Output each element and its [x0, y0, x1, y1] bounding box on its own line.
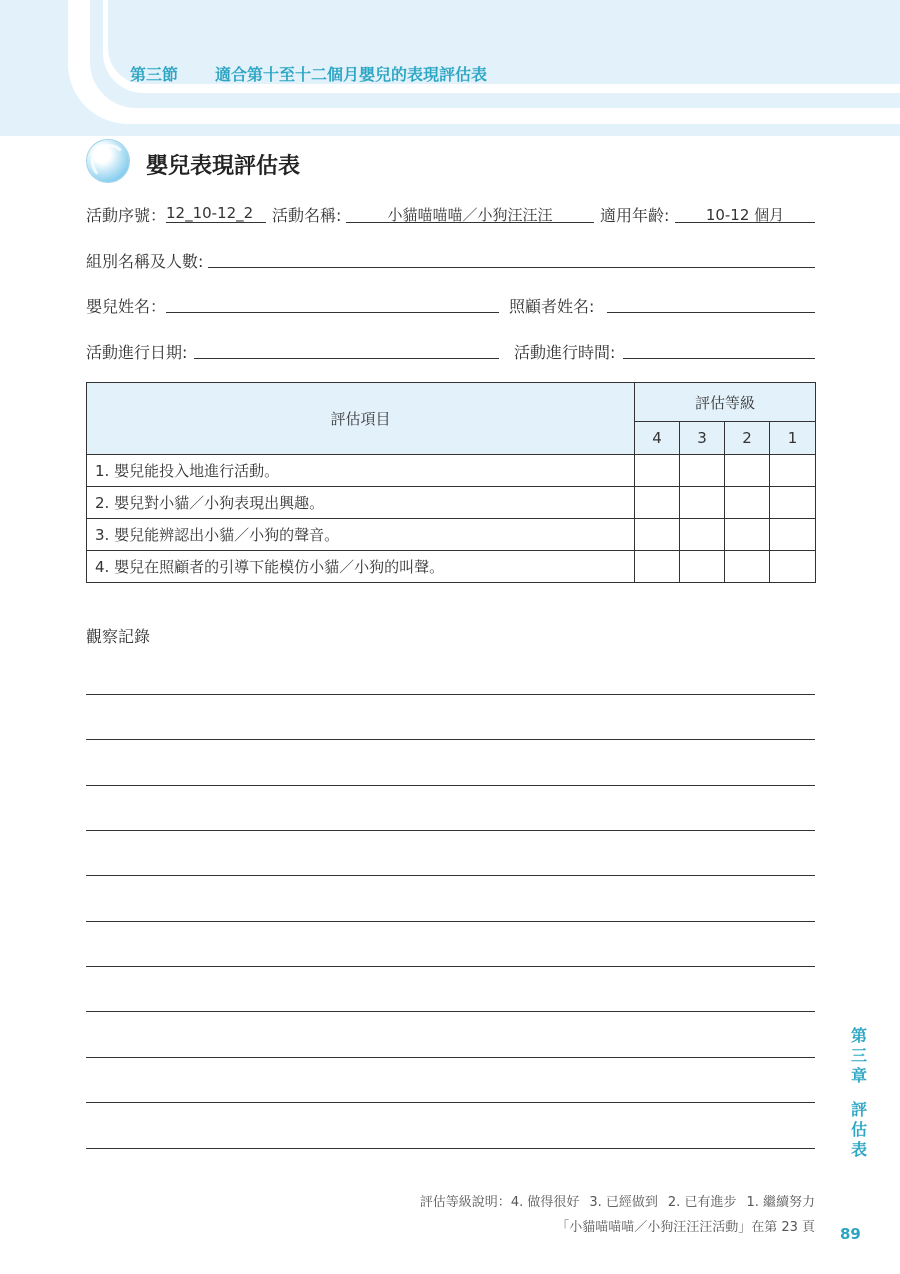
age-label: 適用年齡: — [600, 206, 670, 225]
grade-cell[interactable] — [725, 551, 770, 583]
observation-line[interactable] — [86, 1148, 815, 1149]
form-title: 嬰兒表現評估表 — [146, 154, 301, 179]
group-label: 組別名稱及人數: — [86, 252, 204, 271]
grade-4-header: 4 — [635, 422, 680, 455]
baby-name-line[interactable] — [166, 312, 499, 313]
activity-name-label: 活動名稱: — [272, 206, 342, 225]
activity-date-line[interactable] — [194, 358, 499, 359]
activity-name-value: 小貓喵喵喵／小狗汪汪汪 — [387, 206, 553, 224]
activity-reference: 「小貓喵喵喵／小狗汪汪汪活動」在第 23 頁 — [556, 1220, 815, 1235]
grade-header: 評估等級 — [635, 383, 816, 422]
table-row — [87, 455, 816, 487]
grade-cell[interactable] — [770, 551, 816, 583]
legend-item: 1. 繼續努力 — [746, 1195, 815, 1210]
evaluation-item: 4. 嬰兒在照顧者的引導下能模仿小貓／小狗的叫聲。 — [87, 551, 635, 583]
chapter-char: 三 — [850, 1046, 867, 1065]
observation-line[interactable] — [86, 694, 815, 695]
legend-label: 評估等級說明： — [419, 1195, 511, 1210]
grade-cell[interactable] — [725, 519, 770, 551]
legend-item: 3. 已經做到 — [589, 1195, 658, 1210]
grade-cell[interactable] — [680, 551, 725, 583]
caregiver-name-line[interactable] — [607, 312, 815, 313]
section-title: 適合第十至十二個月嬰兒的表現評估表 — [215, 65, 488, 84]
section-label: 第三節 — [130, 65, 179, 84]
page-number: 89 — [840, 1225, 861, 1243]
bubble-icon-highlight — [91, 144, 127, 180]
grade-1-header: 1 — [770, 422, 816, 455]
activity-no-line — [166, 222, 266, 223]
grade-cell[interactable] — [635, 551, 680, 583]
activity-time-line[interactable] — [623, 358, 815, 359]
chapter-char: 第 — [850, 1026, 867, 1045]
table-row — [87, 519, 816, 551]
evaluation-table — [86, 382, 816, 583]
legend-item: 4. 做得很好 — [510, 1195, 580, 1210]
observation-line[interactable] — [86, 739, 815, 740]
observation-label: 觀察記錄 — [86, 627, 151, 646]
caregiver-name-label: 照顧者姓名: — [509, 297, 595, 316]
observation-line[interactable] — [86, 1011, 815, 1012]
evaluation-item: 1. 嬰兒能投入地進行活動。 — [87, 455, 635, 487]
observation-line[interactable] — [86, 966, 815, 967]
age-value: 10-12 個月 — [705, 206, 785, 224]
grade-cell[interactable] — [725, 455, 770, 487]
evaluation-item: 3. 嬰兒能辨認出小貓／小狗的聲音。 — [87, 519, 635, 551]
grade-cell[interactable] — [680, 487, 725, 519]
grade-legend — [420, 1191, 815, 1210]
grade-cell[interactable] — [635, 455, 680, 487]
observation-line[interactable] — [86, 785, 815, 786]
grade-cell[interactable] — [770, 487, 816, 519]
legend-item: 2. 已有進步 — [667, 1195, 737, 1210]
observation-line[interactable] — [86, 875, 815, 876]
group-line[interactable] — [208, 267, 815, 268]
chapter-name-char: 表 — [850, 1140, 867, 1159]
chapter-side-tab — [847, 1026, 871, 1160]
grade-cell[interactable] — [635, 519, 680, 551]
item-header: 評估項目 — [87, 383, 635, 455]
chapter-char: 章 — [850, 1066, 867, 1085]
table-row — [87, 487, 816, 519]
grade-cell[interactable] — [680, 455, 725, 487]
baby-name-label: 嬰兒姓名： — [86, 297, 167, 316]
observation-line[interactable] — [86, 1102, 815, 1103]
activity-time-label: 活動進行時間: — [514, 343, 616, 362]
table-row — [87, 551, 816, 583]
observation-line[interactable] — [86, 830, 815, 831]
grade-cell[interactable] — [770, 455, 816, 487]
grade-2-header: 2 — [725, 422, 770, 455]
grade-cell[interactable] — [635, 487, 680, 519]
grade-cell[interactable] — [770, 519, 816, 551]
evaluation-item: 2. 嬰兒對小貓／小狗表現出興趣。 — [87, 487, 635, 519]
observation-line[interactable] — [86, 1057, 815, 1058]
activity-no-value: 12_10-12_2 — [166, 204, 254, 222]
grade-3-header: 3 — [680, 422, 725, 455]
chapter-name-char: 估 — [850, 1120, 867, 1139]
chapter-name-char: 評 — [850, 1100, 867, 1119]
activity-no-label: 活動序號： — [86, 206, 167, 225]
activity-date-label: 活動進行日期: — [86, 343, 188, 362]
observation-line[interactable] — [86, 921, 815, 922]
grade-cell[interactable] — [680, 519, 725, 551]
grade-cell[interactable] — [725, 487, 770, 519]
